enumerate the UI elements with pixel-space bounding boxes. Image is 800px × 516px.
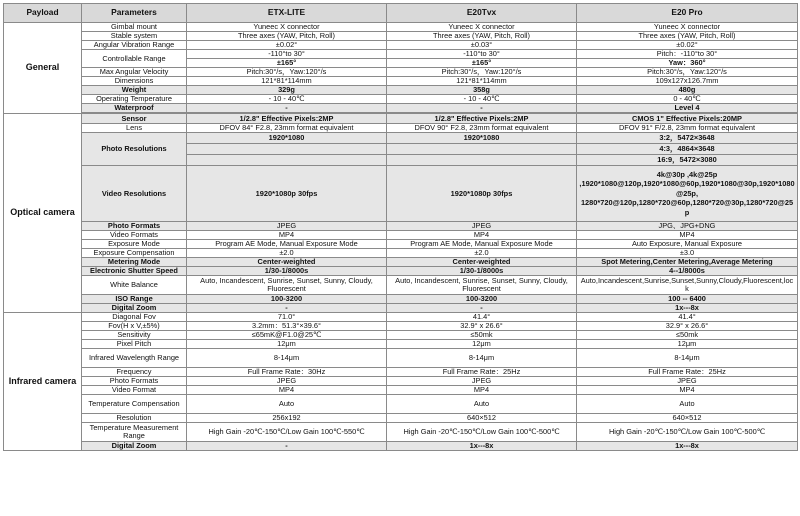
param-cell: Diagonal Fov [82, 313, 187, 322]
param-cell: Video Resolutions [82, 166, 187, 222]
value-cell: 1x---8x [577, 442, 798, 451]
param-cell: Controllable Range [82, 50, 187, 68]
header-e20-pro: E20 Pro [577, 4, 798, 23]
table-row [4, 414, 798, 423]
value-cell: 32.9° x 26.6° [387, 322, 577, 331]
value-cell: 100-3200 [187, 295, 387, 304]
value-cell: Program AE Mode, Manual Exposure Mode [387, 240, 577, 249]
value-cell: 12μm [187, 340, 387, 349]
param-cell: Photo Formats [82, 222, 187, 231]
value-cell: ±165° [387, 59, 577, 68]
value-cell: 100 -- 6400 [577, 295, 798, 304]
table-row [4, 222, 798, 231]
value-cell [187, 144, 387, 155]
value-cell: - 10 - 40℃ [187, 95, 387, 104]
header-etx-lite: ETX-LITE [187, 4, 387, 23]
table-row [4, 276, 798, 295]
param-cell: Temperature Measurement Range [82, 423, 187, 442]
value-cell: Pitch：-110°to 30° [577, 50, 798, 59]
value-cell: MP4 [187, 231, 387, 240]
value-cell: MP4 [387, 231, 577, 240]
value-cell: Yuneec X connector [387, 23, 577, 32]
value-cell: 1x---8x [387, 442, 577, 451]
value-cell: Auto, Incandescent, Sunrise, Sunset, Sunny, Cloudy, Fluorescent [187, 276, 387, 295]
value-cell: 640×512 [387, 414, 577, 423]
param-cell: Digital Zoom [82, 442, 187, 451]
table-row [4, 395, 798, 414]
value-cell: Auto [577, 395, 798, 414]
value-cell: 71.0° [187, 313, 387, 322]
table-row [4, 267, 798, 276]
table-row [4, 95, 798, 104]
value-cell: Yaw：360° [577, 59, 798, 68]
table-row [4, 340, 798, 349]
value-cell: 12μm [577, 340, 798, 349]
param-cell: Electronic Shutter Speed [82, 267, 187, 276]
param-cell: Photo Formats [82, 377, 187, 386]
value-cell: 16:9，5472×3080 [577, 155, 798, 166]
value-cell: Center-weighted [187, 258, 387, 267]
table-row [4, 368, 798, 377]
param-cell: Max Angular Velocity [82, 68, 187, 77]
value-cell [387, 144, 577, 155]
value-cell: 4:3，4864×3648 [577, 144, 798, 155]
param-cell: Fov(H x V,±5%) [82, 322, 187, 331]
param-cell: Exposure Mode [82, 240, 187, 249]
value-cell: 1/2.8" Effective Pixels:2MP [187, 114, 387, 124]
header-row [4, 4, 798, 23]
table-row [4, 166, 798, 222]
value-cell: 0 - 40℃ [577, 95, 798, 104]
category-general: General [4, 23, 82, 114]
value-cell: 4--1/8000s [577, 267, 798, 276]
param-cell: ISO Range [82, 295, 187, 304]
table-row [4, 32, 798, 41]
value-cell: JPEG [577, 377, 798, 386]
value-cell: High Gain -20℃-150℃/Low Gain 100℃-500℃ [387, 423, 577, 442]
value-cell: 1920*1080 [187, 133, 387, 144]
value-cell: High Gain -20℃-150℃/Low Gain 100℃-500℃ [577, 423, 798, 442]
value-cell: 3:2，5472×3648 [577, 133, 798, 144]
value-cell: 1920*1080p 30fps [187, 166, 387, 222]
value-cell [387, 155, 577, 166]
table-row [4, 231, 798, 240]
table-row [4, 68, 798, 77]
value-cell: Pitch:30°/s，Yaw:120°/s [187, 68, 387, 77]
value-cell: JPEG [387, 222, 577, 231]
value-cell: Auto Exposure, Manual Exposure [577, 240, 798, 249]
value-cell: 41.4° [577, 313, 798, 322]
param-cell: Waterproof [82, 104, 187, 113]
header-payload: Payload [4, 4, 82, 23]
value-cell: Yuneec X connector [577, 23, 798, 32]
value-cell: 329g [187, 86, 387, 95]
value-cell: ≤65mK@F1.0@25℃ [187, 331, 387, 340]
value-cell: CMOS 1" Effective Pixels:20MP [577, 114, 798, 124]
param-cell: White Balance [82, 276, 187, 295]
value-cell: ±165° [187, 59, 387, 68]
value-cell: 121*81*114mm [387, 77, 577, 86]
param-cell: Digital Zoom [82, 304, 187, 313]
value-cell: Program AE Mode, Manual Exposure Mode [187, 240, 387, 249]
value-cell: ≤50mk [387, 331, 577, 340]
value-cell: 8-14μm [187, 349, 387, 368]
param-cell: Dimensions [82, 77, 187, 86]
value-cell: 8-14μm [577, 349, 798, 368]
table-row [4, 331, 798, 340]
value-cell: 1920*1080 [387, 133, 577, 144]
value-cell: High Gain -20℃-150℃/Low Gain 100℃-550℃ [187, 423, 387, 442]
value-cell: DFOV 90° F2.8, 23mm format equivalent [387, 124, 577, 133]
param-cell: Gimbal mount [82, 23, 187, 32]
table-row [4, 114, 798, 124]
value-cell: 1/30-1/8000s [387, 267, 577, 276]
value-cell [187, 155, 387, 166]
value-cell: MP4 [387, 386, 577, 395]
param-cell: Weight [82, 86, 187, 95]
param-cell: Infrared Wavelength Range [82, 349, 187, 368]
table-row [4, 258, 798, 267]
param-cell: Lens [82, 124, 187, 133]
value-cell: 3.2mm：51.3°×39.6° [187, 322, 387, 331]
value-cell: Pitch:30°/s，Yaw:120°/s [387, 68, 577, 77]
value-cell: -110°to 30° [387, 50, 577, 59]
value-cell: ±3.0 [577, 249, 798, 258]
value-cell: JPEG [387, 377, 577, 386]
value-cell: 256x192 [187, 414, 387, 423]
value-cell: JPEG [187, 377, 387, 386]
table-row [4, 249, 798, 258]
value-cell: ±2.0 [387, 249, 577, 258]
table-row [4, 295, 798, 304]
value-cell: Pitch:30°/s，Yaw:120°/s [577, 68, 798, 77]
table-row [4, 442, 798, 451]
value-cell: 1920*1080p 30fps [387, 166, 577, 222]
table-row [4, 377, 798, 386]
value-cell: - [187, 304, 387, 313]
value-cell: 12μm [387, 340, 577, 349]
value-cell: Three axes (YAW, Pitch, Roll) [387, 32, 577, 41]
param-cell: Frequency [82, 368, 187, 377]
param-cell: Stable system [82, 32, 187, 41]
value-cell: ±2.0 [187, 249, 387, 258]
value-cell: Auto [387, 395, 577, 414]
value-cell: MP4 [187, 386, 387, 395]
value-cell: Full Frame Rate：25Hz [577, 368, 798, 377]
param-cell: Video Format [82, 386, 187, 395]
value-cell: 109x127x126.7mm [577, 77, 798, 86]
value-cell: ±0.02° [187, 41, 387, 50]
value-cell: MP4 [577, 386, 798, 395]
category-infrared-camera: Infrared camera [4, 313, 82, 451]
header-parameters: Parameters [82, 4, 187, 23]
param-cell: Photo Resolutions [82, 133, 187, 166]
param-cell: Resolution [82, 414, 187, 423]
value-cell: 480g [577, 86, 798, 95]
param-cell: Temperature Compensation [82, 395, 187, 414]
value-cell: 1/2.8" Effective Pixels:2MP [387, 114, 577, 124]
value-cell: Full Frame Rate：30Hz [187, 368, 387, 377]
value-cell: 32.9° x 26.6° [577, 322, 798, 331]
table-row [4, 240, 798, 249]
param-cell: Pixel Pitch [82, 340, 187, 349]
value-cell: - [387, 104, 577, 113]
value-cell: -110°to 30° [187, 50, 387, 59]
table-row [4, 23, 798, 32]
header-e20tvx: E20Tvx [387, 4, 577, 23]
param-cell: Video Formats [82, 231, 187, 240]
value-cell: 8-14μm [387, 349, 577, 368]
value-cell: ±0.03° [387, 41, 577, 50]
value-cell: Three axes (YAW, Pitch, Roll) [187, 32, 387, 41]
value-cell: ≤50mk [577, 331, 798, 340]
category-optical-camera: Optical camera [4, 114, 82, 313]
table-row [4, 322, 798, 331]
table-row [4, 349, 798, 368]
value-cell: DFOV 91° F/2.8, 23mm format equivalent [577, 124, 798, 133]
value-cell: Auto, Incandescent, Sunrise, Sunset, Sunny, Cloudy, Fluorescent [387, 276, 577, 295]
param-cell: Angular Vibration Range [82, 41, 187, 50]
value-cell: Level 4 [577, 104, 798, 113]
param-cell: Operating Temperature [82, 95, 187, 104]
value-cell: - [387, 304, 577, 313]
value-cell: - [187, 442, 387, 451]
param-cell: Exposure Compensation [82, 249, 187, 258]
table-row [4, 133, 798, 144]
value-cell: 4k@30p ,4k@25p ,1920*1080@120p,1920*1080@60p,1920*1080@30p,1920*1080@25p, 1280*720@120p,1280*720@60p,1280*720@30p,1280*720@25p [577, 166, 798, 222]
table-row [4, 86, 798, 95]
value-cell: 41.4° [387, 313, 577, 322]
value-cell: Three axes (YAW, Pitch, Roll) [577, 32, 798, 41]
table-row [4, 313, 798, 322]
table-row [4, 41, 798, 50]
table-row [4, 124, 798, 133]
spec-table [3, 3, 798, 451]
table-row [4, 77, 798, 86]
param-cell: Sensitivity [82, 331, 187, 340]
value-cell: JPEG [187, 222, 387, 231]
table-row [4, 386, 798, 395]
value-cell: Auto,Incandescent,Sunrise,Sunset,Sunny,Cloudy,Fluorescent,lock [577, 276, 798, 295]
value-cell: 1x---8x [577, 304, 798, 313]
value-cell: ±0.02° [577, 41, 798, 50]
value-cell: Spot Metering,Center Metering,Average Metering [577, 258, 798, 267]
value-cell: Yuneec X connector [187, 23, 387, 32]
value-cell: 100-3200 [387, 295, 577, 304]
value-cell: Full Frame Rate：25Hz [387, 368, 577, 377]
value-cell: - [187, 104, 387, 113]
value-cell: DFOV 84° F2.8, 23mm format equivalent [187, 124, 387, 133]
value-cell: 358g [387, 86, 577, 95]
table-row [4, 304, 798, 313]
value-cell: 1/30-1/8000s [187, 267, 387, 276]
value-cell: MP4 [577, 231, 798, 240]
param-cell: Metering Mode [82, 258, 187, 267]
param-cell: Sensor [82, 114, 187, 124]
value-cell: JPG、JPG+DNG [577, 222, 798, 231]
table-row [4, 423, 798, 442]
value-cell: 121*81*114mm [187, 77, 387, 86]
value-cell: Center-weighted [387, 258, 577, 267]
value-cell: Auto [187, 395, 387, 414]
value-cell: - 10 - 40℃ [387, 95, 577, 104]
value-cell: 640×512 [577, 414, 798, 423]
table-row [4, 50, 798, 59]
table-row [4, 104, 798, 113]
